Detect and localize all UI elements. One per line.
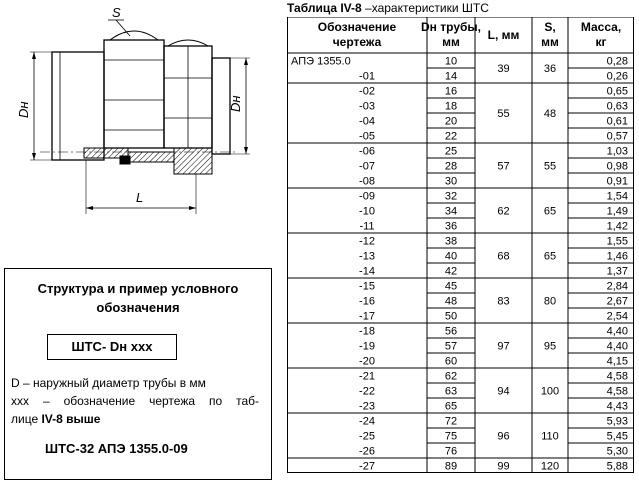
table-cell-mass: 0,91 xyxy=(606,175,628,188)
table-cell-dn: 14 xyxy=(444,70,458,83)
structure-title xyxy=(5,279,271,317)
table-cell-mass: 0,63 xyxy=(606,100,628,113)
table-cell-designation: -17 xyxy=(359,310,375,323)
table-cell-dn: 48 xyxy=(444,295,458,308)
table-cell-mass: 0,61 xyxy=(606,115,628,128)
table-cell-designation: -25 xyxy=(359,430,375,443)
table-cell-s: 95 xyxy=(543,340,557,353)
table-cell-mass: 5,30 xyxy=(606,445,628,458)
table-cell-designation: -01 xyxy=(359,70,375,83)
code-format-box: ШТС- Dн xxx xyxy=(47,334,177,360)
label-dn-left: Dн xyxy=(16,101,31,118)
table-cell-mass: 5,45 xyxy=(606,430,628,443)
table-cell-designation: -26 xyxy=(359,445,375,458)
fitting-outline xyxy=(52,31,230,160)
table-cell-dn: 36 xyxy=(444,220,458,233)
table-cell-dn: 40 xyxy=(444,250,458,263)
header-mass: кг xyxy=(595,35,607,49)
table-cell-dn: 50 xyxy=(444,310,458,323)
table-cell-designation: -19 xyxy=(359,340,375,353)
table-cell-dn: 32 xyxy=(444,190,458,203)
table-cell-dn: 89 xyxy=(444,460,458,473)
table-cell-designation: -11 xyxy=(359,220,375,233)
desc-line1: D – наружный диаметр трубы в мм xyxy=(11,376,206,390)
table-cell-s: 65 xyxy=(543,205,557,218)
table-cell-dn: 28 xyxy=(444,160,458,173)
table-cell-mass: 0,98 xyxy=(606,160,628,173)
table-cell-s: 80 xyxy=(543,295,557,308)
header-designation: Обозначение xyxy=(317,20,397,34)
table-cell-mass: 1,55 xyxy=(606,235,628,248)
table-cell-s: 48 xyxy=(543,108,557,120)
table-cell-mass: 1,49 xyxy=(606,205,628,218)
structure-title-line1: Структура и пример условного xyxy=(37,281,239,296)
table-cell-dn: 57 xyxy=(444,340,458,353)
table-cell-dn: 75 xyxy=(444,430,458,443)
table-cell-designation: АПЭ 1355.0 xyxy=(291,55,351,68)
table-cell-l: 96 xyxy=(497,430,510,443)
table-cell-mass: 4,40 xyxy=(606,340,628,353)
table-cell-dn: 22 xyxy=(444,130,458,143)
table-cell-mass: 0,65 xyxy=(606,85,628,98)
table-cell-designation: -08 xyxy=(359,175,375,188)
designation-example: ШТС-32 АПЭ 1355.0-09 xyxy=(45,441,188,456)
table-cell-mass: 5,93 xyxy=(606,415,628,428)
header-l: L, мм xyxy=(487,28,520,42)
characteristics-table xyxy=(287,17,634,477)
table-cell-designation: -18 xyxy=(359,325,375,338)
table-cell-designation: -09 xyxy=(359,190,375,203)
designation-structure-box xyxy=(4,268,272,480)
table-cell-mass: 5,88 xyxy=(606,460,628,473)
table-cell-l: 39 xyxy=(497,63,510,75)
label-s: S xyxy=(112,5,121,20)
table-cell-mass: 4,40 xyxy=(606,325,628,338)
table-cell-designation: -05 xyxy=(359,130,375,143)
table-cell-mass: 4,58 xyxy=(606,385,628,398)
table-cell-mass: 2,67 xyxy=(606,295,628,308)
table-cell-designation: -03 xyxy=(359,100,375,113)
table-cell-designation: -13 xyxy=(359,250,375,263)
table-cell-l: 94 xyxy=(497,385,510,398)
table-cell-dn: 25 xyxy=(444,145,458,158)
table-cell-l: 68 xyxy=(497,250,510,263)
table-cell-mass: 4,15 xyxy=(606,355,628,368)
table-cell-s: 100 xyxy=(540,385,560,398)
table-cell-designation: -20 xyxy=(359,355,375,368)
table-cell-dn: 30 xyxy=(444,175,458,188)
table-cell-dn: 18 xyxy=(444,100,458,113)
table-cell-designation: -21 xyxy=(359,370,375,383)
table-cell-designation: -15 xyxy=(359,280,375,293)
table-cell-dn: 20 xyxy=(444,115,458,128)
label-l: L xyxy=(136,190,144,205)
table-cell-dn: 38 xyxy=(444,235,458,248)
table-cell-mass: 1,54 xyxy=(606,190,628,203)
table-cell-designation: -04 xyxy=(359,115,375,128)
table-cell-l: 97 xyxy=(497,340,510,353)
table-cell-designation: -07 xyxy=(359,160,375,173)
table-cell-mass: 4,43 xyxy=(606,400,628,413)
table-cell-mass: 2,54 xyxy=(606,310,628,323)
table-cell-designation: -16 xyxy=(359,295,375,308)
table-cell-l: 57 xyxy=(497,160,510,173)
table-cell-l: 99 xyxy=(497,460,510,473)
header-dn: Dн трубы, xyxy=(421,20,481,34)
table-cell-l: 55 xyxy=(497,108,510,120)
table-cell-designation: -10 xyxy=(359,205,375,218)
table-cell-designation: -24 xyxy=(359,415,375,428)
table-cell-l: 83 xyxy=(497,295,510,308)
table-cell-mass: 1,46 xyxy=(606,250,628,263)
desc-line3-ref: IV-8 выше xyxy=(41,412,101,426)
label-dn-right: Dн xyxy=(228,95,243,112)
table-cell-designation: -22 xyxy=(359,385,375,398)
table-cell-l: 62 xyxy=(497,205,510,218)
table-caption-text: –характеристики ШТС xyxy=(361,1,489,15)
desc-line3-prefix: лице xyxy=(11,412,42,426)
table-cell-mass: 0,57 xyxy=(606,130,628,143)
table-cell-mass: 1,42 xyxy=(606,220,628,233)
table-cell-dn: 42 xyxy=(444,265,458,278)
table-cell-designation: -12 xyxy=(359,235,375,248)
table-cell-dn: 10 xyxy=(444,55,458,68)
desc-line3 xyxy=(11,410,259,428)
header-dn: мм xyxy=(442,35,460,49)
table-cell-mass: 1,03 xyxy=(606,145,628,158)
table-caption-number: Таблица IV-8 xyxy=(287,1,362,15)
header-s: мм xyxy=(541,35,559,49)
header-designation: чертежа xyxy=(332,35,382,49)
table-cell-dn: 62 xyxy=(444,370,458,383)
table-cell-designation: -23 xyxy=(359,400,375,413)
table-cell-s: 36 xyxy=(543,63,557,75)
table-cell-mass: 1,37 xyxy=(606,265,628,278)
desc-line2: xxx – обозначение чертежа по таб- xyxy=(11,394,259,408)
table-cell-dn: 45 xyxy=(444,280,458,293)
table-cell-designation: -06 xyxy=(359,145,375,158)
table-cell-dn: 76 xyxy=(444,445,458,458)
table-cell-mass: 4,58 xyxy=(606,370,628,383)
fitting-drawing xyxy=(0,0,276,222)
structure-description xyxy=(11,374,259,428)
table-cell-s: 120 xyxy=(540,460,560,473)
table-cell-dn: 72 xyxy=(444,415,458,428)
table-cell-mass: 0,26 xyxy=(606,70,628,83)
table-cell-designation: -14 xyxy=(359,265,375,278)
table-cell-dn: 16 xyxy=(444,85,458,98)
table-cell-designation: -02 xyxy=(359,85,375,98)
table-cell-dn: 60 xyxy=(444,355,458,368)
table-cell-dn: 65 xyxy=(444,400,458,413)
table-cell-dn: 63 xyxy=(444,385,458,398)
table-cell-dn: 34 xyxy=(444,205,458,218)
table-cell-s: 55 xyxy=(543,160,557,173)
header-s: S, xyxy=(544,20,556,34)
header-mass: Масса, xyxy=(580,20,622,34)
structure-title-line2: обозначения xyxy=(96,300,180,315)
table-cell-s: 65 xyxy=(543,250,557,263)
table-cell-mass: 0,28 xyxy=(606,55,628,68)
table-cell-dn: 56 xyxy=(444,325,458,338)
table-caption xyxy=(287,1,489,15)
table-cell-mass: 2,84 xyxy=(606,280,628,293)
table-cell-s: 110 xyxy=(541,430,559,443)
table-cell-designation: -27 xyxy=(359,460,375,473)
